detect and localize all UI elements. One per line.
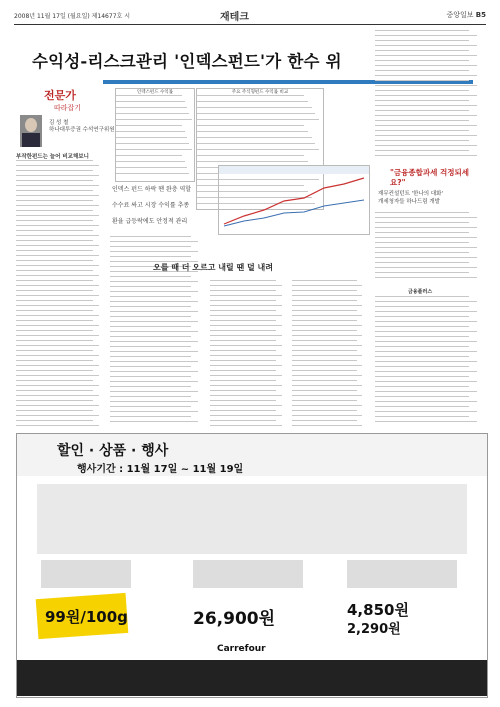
text-line: [292, 335, 362, 336]
text-line: [292, 325, 362, 326]
text-line: [16, 315, 99, 316]
paper-name: 중앙일보: [446, 11, 474, 19]
text-line: [16, 220, 93, 221]
text-line: [116, 107, 187, 108]
text-line: [375, 381, 477, 382]
text-line: [210, 425, 282, 426]
text-line: [210, 280, 276, 281]
text-line: [16, 175, 99, 176]
text-line: [16, 380, 93, 381]
text-line: [197, 119, 319, 120]
text-line: [197, 161, 308, 162]
text-line: [110, 366, 191, 367]
text-line: [375, 262, 469, 263]
text-line: [110, 336, 191, 337]
text-line: [110, 311, 198, 312]
text-line: [116, 137, 187, 138]
text-line: [210, 345, 282, 346]
author-photo: [20, 115, 42, 147]
text-line: [375, 140, 469, 141]
page-no: B5: [475, 11, 486, 19]
text-line: [110, 381, 198, 382]
text-line: [197, 113, 315, 114]
right-sub-1: 재무컨설턴트 '한나의 대화': [378, 191, 443, 197]
text-line: [375, 331, 477, 332]
text-line: [16, 180, 93, 181]
ad-brand: Carrefour: [217, 644, 266, 654]
right-sub-2: 개세청자들 하나드림 개발: [378, 199, 440, 205]
text-line: [292, 410, 357, 411]
text-line: [375, 100, 469, 101]
text-line: [16, 245, 99, 246]
text-line: [210, 405, 282, 406]
text-line: [197, 143, 315, 144]
text-line: [375, 70, 469, 71]
text-line: [210, 320, 276, 321]
text-line: [16, 405, 99, 406]
text-line: [292, 285, 362, 286]
subhead-list: [112, 182, 202, 230]
text-line: [292, 365, 362, 366]
text-line: [375, 316, 469, 317]
text-line: [375, 371, 477, 372]
text-line: [292, 310, 357, 311]
author-title: 하나대투증권 수석연구위원: [49, 127, 115, 133]
text-line: [210, 330, 276, 331]
text-line: [16, 200, 93, 201]
text-line: [110, 276, 191, 277]
text-line: [110, 351, 198, 352]
text-line: [375, 120, 469, 121]
ad-promo-box-2: [193, 560, 303, 588]
text-line: [16, 330, 93, 331]
text-line: [292, 305, 362, 306]
text-line: [16, 250, 93, 251]
text-line: [110, 326, 191, 327]
text-line: [375, 336, 469, 337]
text-line: [210, 410, 276, 411]
ad-promo-box-3: [347, 560, 457, 588]
text-line: [375, 217, 477, 218]
text-line: [210, 370, 276, 371]
text-line: [375, 311, 477, 312]
page-number: [446, 10, 486, 20]
text-line: [16, 160, 93, 161]
text-line: [292, 300, 357, 301]
text-line: [375, 301, 477, 302]
text-line: [16, 385, 99, 386]
byline: [49, 120, 115, 134]
text-line: [375, 242, 469, 243]
text-line: [16, 325, 99, 326]
column-label: 부작한펀드는 늘어 비교해보니: [16, 154, 89, 160]
text-line: [116, 113, 189, 114]
text-line: [292, 340, 357, 341]
center-body-text-b: [210, 280, 288, 426]
text-line: [375, 406, 469, 407]
text-line: [375, 252, 469, 253]
text-line: [16, 205, 99, 206]
text-line: [375, 155, 477, 156]
text-line: [375, 90, 469, 91]
text-line: [197, 149, 319, 150]
text-line: [375, 85, 477, 86]
text-line: [110, 296, 191, 297]
text-line: [292, 315, 362, 316]
text-line: [210, 375, 282, 376]
chart-lines: [219, 166, 369, 234]
text-line: [110, 281, 198, 282]
text-line: [197, 107, 312, 108]
text-line: [375, 396, 469, 397]
text-line: [375, 401, 477, 402]
text-line: [292, 355, 362, 356]
text-line: [210, 390, 276, 391]
text-line: [292, 290, 357, 291]
text-line: [110, 286, 191, 287]
text-line: [375, 416, 469, 417]
text-line: [210, 355, 282, 356]
text-line: [116, 125, 182, 126]
text-line: [197, 155, 304, 156]
text-line: [197, 131, 308, 132]
text-line: [116, 149, 192, 150]
ad-price-3: 4,850원: [347, 601, 409, 619]
text-line: [116, 95, 182, 96]
text-line: [16, 305, 99, 306]
text-line: [292, 390, 357, 391]
text-line: [116, 167, 187, 168]
text-line: [375, 130, 469, 131]
text-line: [375, 247, 477, 248]
text-line: [16, 265, 99, 266]
text-line: [210, 385, 282, 386]
text-line: [110, 411, 198, 412]
text-line: [292, 375, 362, 376]
text-line: [110, 396, 191, 397]
text-line: [110, 421, 198, 422]
text-line: [16, 410, 93, 411]
text-line: [375, 50, 469, 51]
text-line: [116, 161, 185, 162]
text-line: [110, 331, 198, 332]
text-line: [375, 40, 469, 41]
equity-fund-table-title: 주요 주식형펀드 수익률 비교: [231, 90, 289, 95]
text-line: [375, 232, 469, 233]
text-line: [116, 155, 182, 156]
text-line: [375, 135, 477, 136]
mid-headline: 오를 때 더 오르고 내릴 땐 덜 내려: [153, 263, 273, 272]
text-line: [110, 346, 191, 347]
text-line: [210, 335, 282, 336]
text-line: [375, 391, 477, 392]
text-line: [375, 212, 469, 213]
index-fund-table-title: 인덱스펀드 수익률: [136, 90, 174, 95]
left-body-text: [16, 160, 106, 428]
text-line: [16, 185, 99, 186]
text-line: [210, 295, 282, 296]
text-line: [197, 125, 304, 126]
text-line: [16, 165, 99, 166]
page-header: [14, 8, 486, 22]
text-line: [197, 137, 312, 138]
text-line: [375, 346, 469, 347]
text-line: [292, 400, 357, 401]
text-line: [375, 125, 477, 126]
text-line: [197, 101, 308, 102]
text-line: [210, 340, 276, 341]
text-line: [292, 380, 357, 381]
text-line: [210, 300, 276, 301]
text-line: [210, 350, 276, 351]
expert-subtitle: 따라잡기: [54, 104, 82, 112]
text-line: [375, 411, 477, 412]
text-line: [375, 237, 477, 238]
ad-banner: 할인 · 상품 · 행사: [57, 443, 169, 459]
text-line: [16, 170, 93, 171]
text-line: [375, 277, 477, 278]
text-line: [16, 370, 93, 371]
text-line: [210, 415, 282, 416]
text-line: [375, 366, 469, 367]
text-line: [292, 350, 357, 351]
text-line: [292, 405, 362, 406]
text-line: [110, 301, 198, 302]
text-line: [375, 80, 469, 81]
text-line: [375, 150, 469, 151]
ad-price-3b: 2,290원: [347, 622, 401, 637]
performance-chart: [218, 165, 370, 235]
text-line: [16, 235, 99, 236]
text-line: [16, 350, 93, 351]
text-line: [110, 256, 191, 257]
text-line: [110, 246, 191, 247]
text-line: [110, 341, 198, 342]
right-section-label: 금융플러스: [408, 289, 433, 295]
text-line: [16, 210, 93, 211]
text-line: [375, 341, 477, 342]
text-line: [16, 275, 99, 276]
text-line: [116, 173, 189, 174]
text-line: [16, 215, 99, 216]
text-line: [16, 320, 93, 321]
text-line: [16, 270, 93, 271]
text-line: [16, 335, 99, 336]
expert-title: 전문가: [44, 89, 76, 102]
text-line: [16, 240, 93, 241]
right-subline: [378, 190, 443, 206]
text-line: [292, 320, 357, 321]
text-line: [116, 131, 185, 132]
text-line: [375, 115, 477, 116]
text-line: [292, 425, 362, 426]
ad-product-image: [37, 484, 467, 554]
text-line: [292, 280, 357, 281]
author-suit: [22, 133, 40, 147]
subhead-3: 환율 급등락에도 안정적 관리: [112, 218, 188, 225]
header-rule: [14, 24, 486, 25]
text-line: [16, 420, 93, 421]
text-line: [375, 55, 477, 56]
text-line: [16, 365, 99, 366]
text-line: [16, 230, 93, 231]
text-line: [292, 415, 362, 416]
text-line: [110, 236, 191, 237]
text-line: [292, 395, 362, 396]
text-line: [110, 371, 198, 372]
text-line: [16, 310, 93, 311]
text-line: [110, 376, 191, 377]
text-line: [16, 395, 99, 396]
text-line: [16, 345, 99, 346]
text-line: [16, 290, 93, 291]
text-line: [110, 356, 191, 357]
text-line: [16, 295, 99, 296]
text-line: [375, 386, 469, 387]
text-line: [210, 315, 282, 316]
advertisement: [16, 433, 488, 698]
text-line: [210, 380, 276, 381]
text-line: [116, 101, 185, 102]
text-line: [16, 195, 99, 196]
ad-price-1: 99원/100g: [45, 608, 128, 626]
text-line: [16, 280, 93, 281]
text-line: [116, 143, 189, 144]
right-body-text-top: [375, 30, 485, 160]
text-line: [375, 272, 469, 273]
text-line: [110, 391, 198, 392]
text-line: [292, 420, 357, 421]
text-line: [375, 35, 477, 36]
text-line: [292, 345, 362, 346]
ad-date: 행사기간 : 11월 17일 ~ 11월 19일: [77, 464, 244, 475]
text-line: [16, 400, 93, 401]
text-line: [292, 330, 357, 331]
text-line: [375, 65, 477, 66]
text-line: [110, 361, 198, 362]
issue-date: 2008년 11월 17일 (월요일) 제14677호 시: [14, 13, 131, 20]
text-line: [375, 356, 469, 357]
text-line: [110, 401, 198, 402]
text-line: [375, 227, 477, 228]
text-line: [375, 75, 477, 76]
text-line: [375, 110, 469, 111]
right-body-text-bottom: [375, 296, 485, 426]
text-line: [210, 420, 276, 421]
ad-promo-box-1: [41, 560, 131, 588]
text-line: [16, 360, 93, 361]
text-line: [110, 316, 191, 317]
text-line: [116, 119, 192, 120]
text-line: [210, 325, 282, 326]
text-line: [375, 306, 469, 307]
text-line: [16, 260, 93, 261]
text-line: [375, 222, 469, 223]
text-line: [292, 295, 362, 296]
text-line: [16, 415, 99, 416]
right-body-text-mid: [375, 212, 485, 282]
author-name: 김 성 철: [49, 120, 69, 126]
text-line: [110, 251, 198, 252]
index-fund-table: [115, 88, 195, 182]
main-headline: 수익성-리스크관리 '인덱스펀드'가 한수 위: [32, 52, 342, 71]
text-line: [375, 105, 477, 106]
text-line: [375, 351, 477, 352]
text-line: [16, 255, 99, 256]
text-line: [210, 285, 282, 286]
text-line: [16, 300, 93, 301]
text-line: [110, 386, 191, 387]
text-line: [375, 361, 477, 362]
text-line: [110, 321, 198, 322]
text-line: [210, 305, 282, 306]
subhead-2: 수수료 싸고 시장 수익률 추종: [112, 202, 190, 209]
text-line: [110, 241, 198, 242]
subhead-1: 인덱스 펀드 하락 땐 완충 역할: [112, 186, 192, 193]
text-line: [16, 340, 93, 341]
text-line: [16, 285, 99, 286]
right-headline: "금융종합과세 걱정되세요?": [390, 168, 469, 187]
text-line: [110, 416, 191, 417]
text-line: [210, 395, 282, 396]
text-line: [210, 400, 276, 401]
text-line: [197, 95, 304, 96]
text-line: [16, 390, 93, 391]
section-title: 재테크: [220, 12, 249, 23]
text-line: [375, 95, 477, 96]
text-line: [292, 385, 362, 386]
text-line: [16, 375, 99, 376]
text-line: [375, 296, 469, 297]
author-face: [25, 118, 37, 132]
text-line: [375, 60, 469, 61]
text-line: [375, 326, 469, 327]
text-line: [16, 190, 93, 191]
text-line: [210, 365, 282, 366]
text-line: [375, 145, 477, 146]
center-body-text-c: [292, 280, 368, 426]
text-line: [16, 425, 99, 426]
text-line: [110, 306, 191, 307]
text-line: [16, 225, 99, 226]
text-line: [210, 290, 276, 291]
text-line: [292, 370, 357, 371]
ad-price-2: 26,900원: [193, 609, 276, 629]
text-line: [375, 45, 477, 46]
text-line: [375, 30, 469, 31]
text-line: [110, 291, 198, 292]
text-line: [375, 321, 477, 322]
text-line: [292, 360, 357, 361]
text-line: [16, 355, 99, 356]
text-line: [375, 376, 469, 377]
text-line: [375, 257, 477, 258]
text-line: [375, 421, 477, 422]
text-line: [210, 310, 276, 311]
text-line: [110, 406, 191, 407]
text-line: [210, 360, 276, 361]
text-line: [375, 267, 477, 268]
ad-bottom-bar: [17, 660, 487, 696]
